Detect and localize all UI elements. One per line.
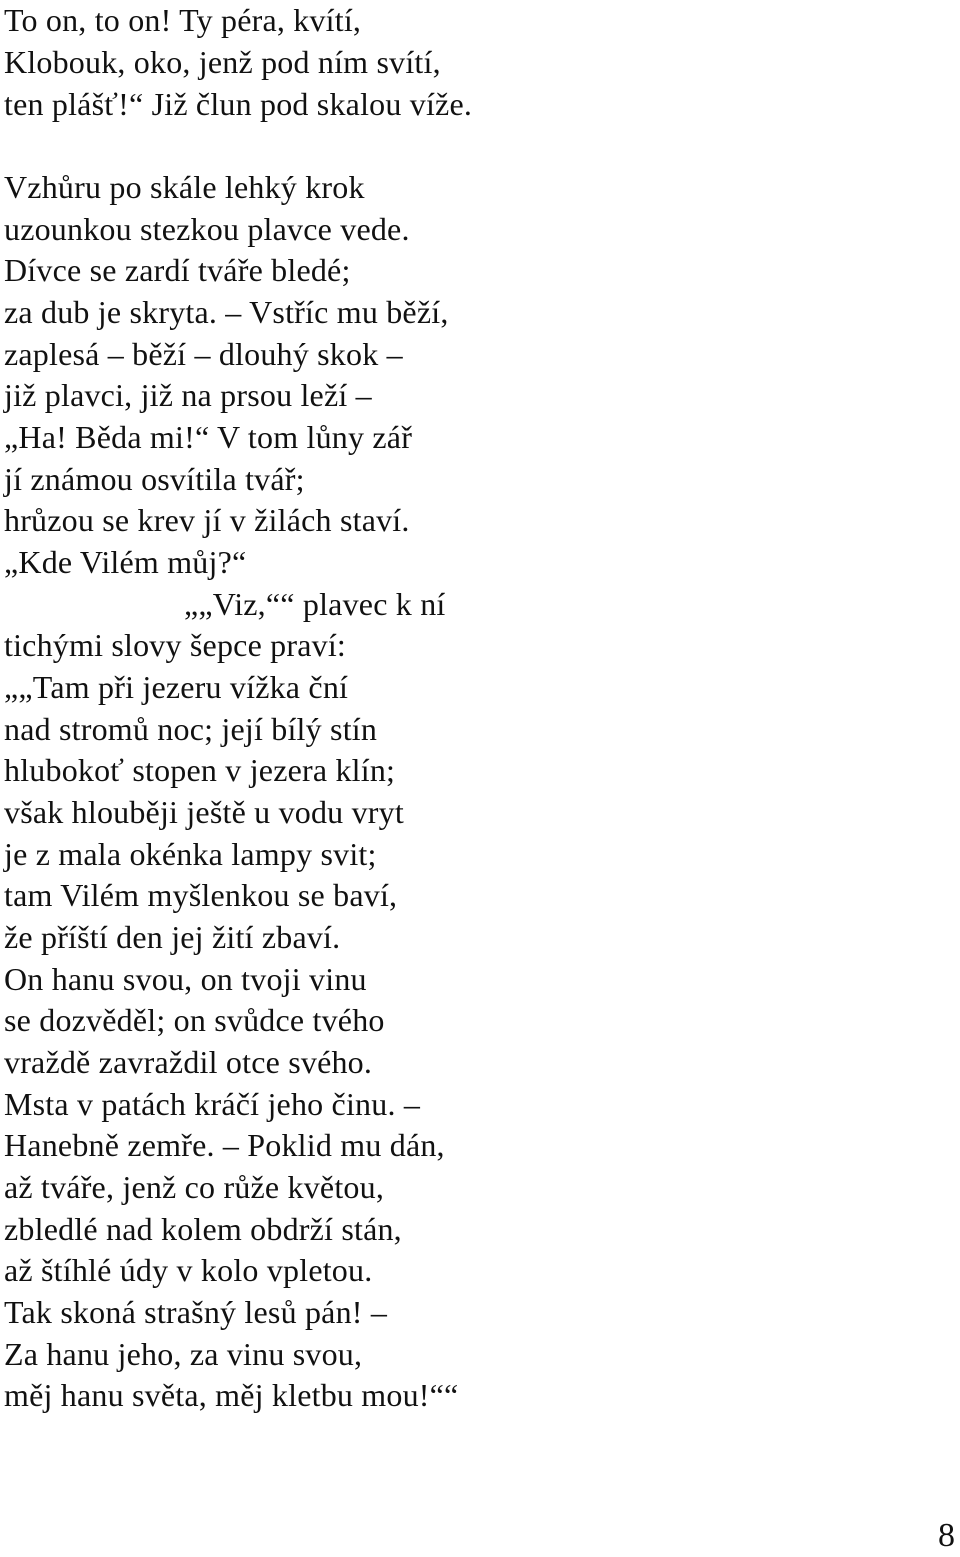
poem-line: že příští den jej žití zbaví. [4, 919, 341, 955]
poem-line: již plavci, již na prsou leží – [4, 377, 372, 413]
poem-line: Za hanu jeho, za vinu svou, [4, 1336, 363, 1372]
poem-line: On hanu svou, on tvoji vinu [4, 961, 367, 997]
poem-line: vraždě zavraždil otce svého. [4, 1044, 373, 1080]
poem-line: Msta v patách kráčí jeho činu. – [4, 1086, 421, 1122]
poem-line: Dívce se zardí tváře bledé; [4, 252, 351, 288]
poem-line: hlubokoť stopen v jezera klín; [4, 752, 396, 788]
poem-line: se dozvěděl; on svůdce tvého [4, 1002, 385, 1038]
poem-line: jí známou osvítila tvář; [4, 461, 305, 497]
poem-line: za dub je skryta. – Vstříc mu běží, [4, 294, 449, 330]
poem-line: Vzhůru po skále lehký krok [4, 169, 365, 205]
poem-line: „„Tam při jezeru vížka ční [4, 669, 349, 705]
poem-line: hrůzou se krev jí v žilách staví. [4, 502, 410, 538]
poem-line: zaplesá – běží – dlouhý skok – [4, 336, 403, 372]
poem-line: „Ha! Běda mi!“ V tom lůny zář [4, 419, 413, 455]
poem-line: ten plášť!“ Již člun pod skalou víže. [4, 86, 473, 122]
poem-line: měj hanu světa, měj kletbu mou!““ [4, 1377, 459, 1413]
poem-line: zbledlé nad kolem obdrží stán, [4, 1211, 402, 1247]
poem-line: tam Vilém myšlenkou se baví, [4, 877, 398, 913]
poem-line: uzounkou stezkou plavce vede. [4, 211, 410, 247]
poem-line: Klobouk, oko, jenž pod ním svítí, [4, 44, 441, 80]
poem-line: je z mala okénka lampy svit; [4, 836, 377, 872]
poem-line: nad stromů noc; její bílý stín [4, 711, 378, 747]
poem-line: až štíhlé údy v kolo vpletou. [4, 1252, 373, 1288]
poem-line: „Kde Vilém můj?“ [4, 544, 247, 580]
poem-line: až tváře, jenž co růže květou, [4, 1169, 385, 1205]
poem-line: tichými slovy šepce praví: [4, 627, 347, 663]
page-number: 8 [938, 1517, 955, 1554]
poem-line: „„Viz,““ plavec k ní [184, 586, 446, 622]
poem-line: To on, to on! Ty péra, kvítí, [4, 2, 362, 38]
poem-line: Hanebně zemře. – Poklid mu dán, [4, 1127, 445, 1163]
poem-line: však hlouběji ještě u vodu vryt [4, 794, 404, 830]
poem-line: Tak skoná strašný lesů pán! – [4, 1294, 388, 1330]
